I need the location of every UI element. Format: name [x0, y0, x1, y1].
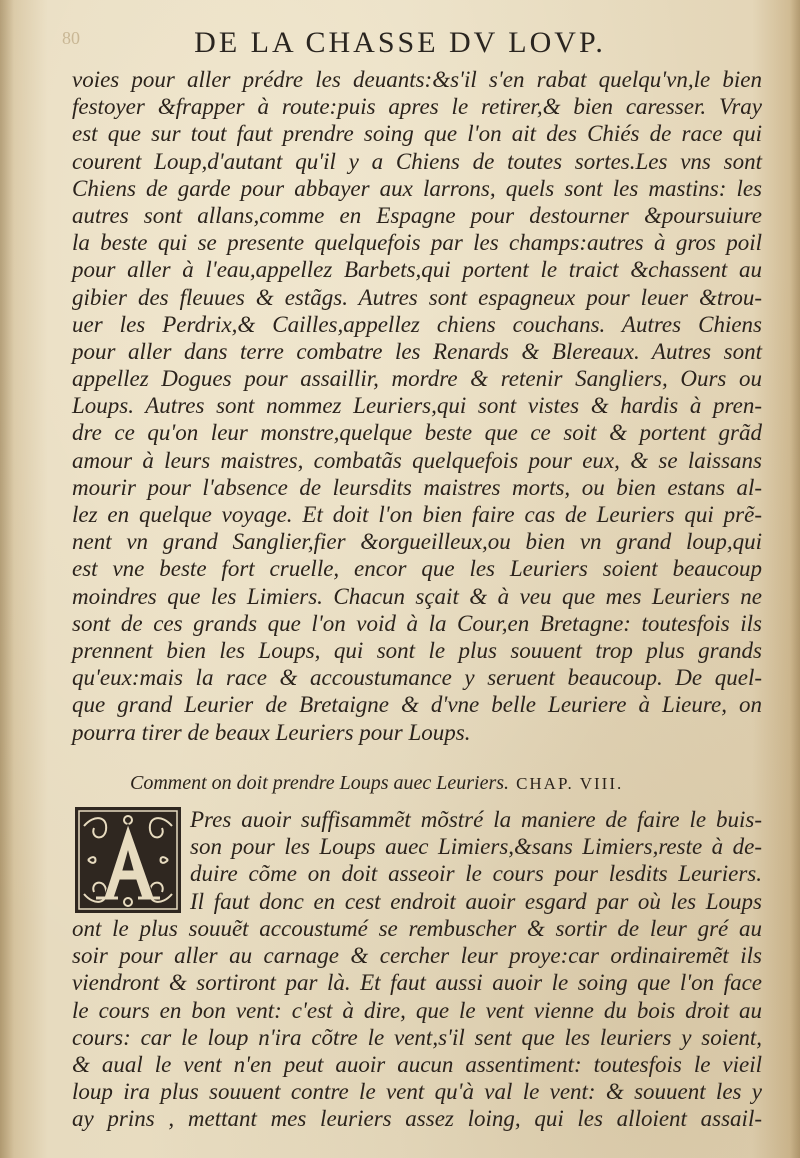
decorated-initial-icon: [74, 806, 182, 914]
text-line: pourra tirer de beaux Leuriers pour Loups.: [72, 719, 471, 745]
running-head: DE LA CHASSE DV LOVP.: [194, 26, 606, 59]
text-line: courent Loup,d'autant qu'il y a Chiens de toutes sortes.Les vns sont: [72, 148, 762, 174]
text-line: voies pour aller prédre les deuants:&s'il s'en rabat quelqu'vn,le bien: [72, 67, 762, 92]
text-line: nent vn grand Sanglier,fier &orgueilleux,ou bien vn grand loup,qui: [72, 529, 762, 555]
text-line: festoyer &frapper à route:puis apres le retirer,& bien caresser. Vray: [72, 94, 762, 120]
text-line: loup ira plus souuent contre le vent qu'à val le vent: & souuent les y: [72, 1079, 762, 1105]
page-edge-shadow-right: [790, 0, 800, 1158]
chapter-number: CHAP. VIII.: [516, 774, 624, 793]
text-line: appellez Dogues pour assaillir, mordre & retenir Sangliers, Ours ou: [72, 366, 762, 392]
text-line: amour à leurs maistres, combatãs quelquefois pour eux, & se laissans: [72, 447, 762, 473]
text-line: est vne beste fort cruelle, encor que les Leuriers soient beaucoup: [72, 556, 762, 582]
text-line: mourir pour l'absence de leursdits maistres morts, ou bien estans al-: [72, 474, 762, 500]
chapter-text-indented: [190, 806, 762, 915]
text-line: duire cõme on doit asseoir le cours pour lesdits Leuriers.: [190, 861, 762, 887]
body-text: [72, 66, 762, 746]
page-number: 80: [62, 28, 80, 48]
chapter-title: Comment on doit prendre Loups auec Leuriers.: [130, 772, 510, 794]
text-line: ay prins , mettant mes leuriers assez loing, qui les alloient assail-: [72, 1106, 762, 1132]
text-line: Il faut donc en cest endroit auoir esgard par où les Loups: [190, 888, 762, 914]
chapter-heading: [130, 772, 730, 795]
chapter-text: [72, 915, 762, 1133]
text-line: viendront & sortiront par là. Et faut aussi auoir le soing que l'on face: [72, 970, 762, 996]
text-line: son pour les Loups auec Limiers,&sans Limiers,reste à de-: [190, 834, 762, 860]
text-line: prennent bien les Loups, qui sont le plus souuent trop plus grands: [72, 637, 762, 663]
text-line: est que sur tout faut prendre soing que l'on ait des Chiés de race qui: [72, 121, 762, 147]
text-line: Loups. Autres sont nommez Leuriers,qui sont vistes & hardis à pren-: [72, 393, 762, 419]
text-line: dre ce qu'on leur monstre,quelque beste que ce soit & portent grãd: [72, 420, 762, 446]
text-line: & aual le vent n'en peut auoir aucun assentiment: toutesfois le vieil: [72, 1051, 762, 1077]
text-line: pour aller à l'eau,appellez Barbets,qui portent le traict &chassent au: [72, 257, 762, 283]
text-line: que grand Leurier de Bretaigne & d'vne belle Leuriere à Lieure, on: [72, 692, 762, 718]
text-line: moindres que les Limiers. Chacun sçait & à veu que mes Leuriers ne: [72, 583, 762, 609]
text-line: uer les Perdrix,& Cailles,appellez chiens couchans. Autres Chiens: [72, 311, 762, 337]
text-line: Chiens de garde pour abbayer aux larrons, quels sont les mastins: les: [72, 175, 762, 201]
text-line: Pres auoir suffisammẽt mõstré la maniere de faire le buis-: [190, 807, 762, 832]
text-line: sont de ces grands que l'on void à la Cour,en Bretagne: toutesfois ils: [72, 610, 762, 636]
text-line: cours: car le loup n'ira cõtre le vent,s'il sent que les leuriers y soient,: [72, 1024, 762, 1050]
text-line: le cours en bon vent: c'est à dire, que le vent vienne du bois droit au: [72, 997, 762, 1023]
text-line: pour aller dans terre combatre les Renards & Blereaux. Autres sont: [72, 338, 762, 364]
page-edge-shadow-left: [0, 0, 14, 1158]
text-line: soir pour aller au carnage & cercher leur proye:car ordinairemẽt ils: [72, 943, 762, 969]
text-line: la beste qui se presente quelquefois par les champs:autres à gros poil: [72, 230, 762, 256]
text-line: lez en quelque voyage. Et doit l'on bien faire cas de Leuriers qui prẽ-: [72, 502, 762, 527]
text-line: ont le plus souuẽt accoustumé se rembuscher & sortir de leur gré au: [72, 916, 762, 941]
text-line: gibier des fleuues & estãgs. Autres sont espagneux pour leuer &trou-: [72, 284, 762, 310]
text-line: autres sont allans,comme en Espagne pour destourner &poursuiure: [72, 202, 762, 228]
text-line: qu'eux:mais la race & accoustumance y seruent beaucoup. De quel-: [72, 665, 762, 691]
